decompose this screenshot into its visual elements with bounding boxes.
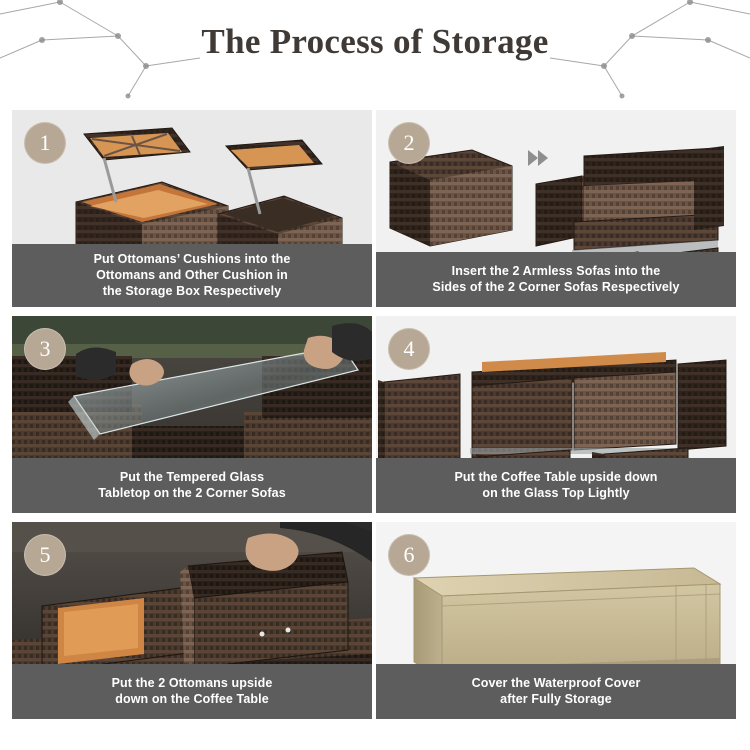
step-number-badge: 5 bbox=[24, 534, 66, 576]
caption-line: on the Glass Top Lightly bbox=[482, 486, 630, 500]
step-card-2 bbox=[376, 110, 736, 307]
step-card-3 bbox=[12, 316, 372, 513]
step-caption bbox=[12, 244, 372, 307]
caption-line: Cover the Waterproof Cover bbox=[471, 676, 641, 690]
steps-grid bbox=[12, 110, 738, 722]
step-card-6 bbox=[376, 522, 736, 719]
step-caption bbox=[376, 458, 736, 513]
caption-line: after Fully Storage bbox=[500, 692, 612, 706]
page-title: The Process of Storage bbox=[201, 22, 549, 61]
step-caption bbox=[376, 252, 736, 307]
caption-line: Put the Tempered Glass bbox=[119, 470, 265, 484]
step-number-badge: 1 bbox=[24, 122, 66, 164]
caption-line: Insert the 2 Armless Sofas into the bbox=[451, 264, 661, 278]
caption-line: Tabletop on the 2 Corner Sofas bbox=[98, 486, 286, 500]
step-card-4 bbox=[376, 316, 736, 513]
caption-line: Ottomans and Other Cushion in bbox=[96, 268, 288, 282]
step-caption bbox=[376, 664, 736, 719]
page-title-wrap bbox=[0, 22, 750, 62]
caption-line: the Storage Box Respectively bbox=[102, 284, 282, 298]
step-caption bbox=[12, 664, 372, 719]
caption-line: down on the Coffee Table bbox=[115, 692, 269, 706]
step-number-badge: 6 bbox=[388, 534, 430, 576]
caption-line: Put the 2 Ottomans upside bbox=[111, 676, 273, 690]
step-number-badge: 2 bbox=[388, 122, 430, 164]
caption-line: Put the Coffee Table upside down bbox=[454, 470, 658, 484]
step-card-1 bbox=[12, 110, 372, 307]
step-number-badge: 4 bbox=[388, 328, 430, 370]
step-card-5 bbox=[12, 522, 372, 719]
step-number-badge: 3 bbox=[24, 328, 66, 370]
caption-line: Sides of the 2 Corner Sofas Respectively bbox=[432, 280, 680, 294]
caption-line: Put Ottomans’ Cushions into the bbox=[93, 252, 291, 266]
step-caption bbox=[12, 458, 372, 513]
